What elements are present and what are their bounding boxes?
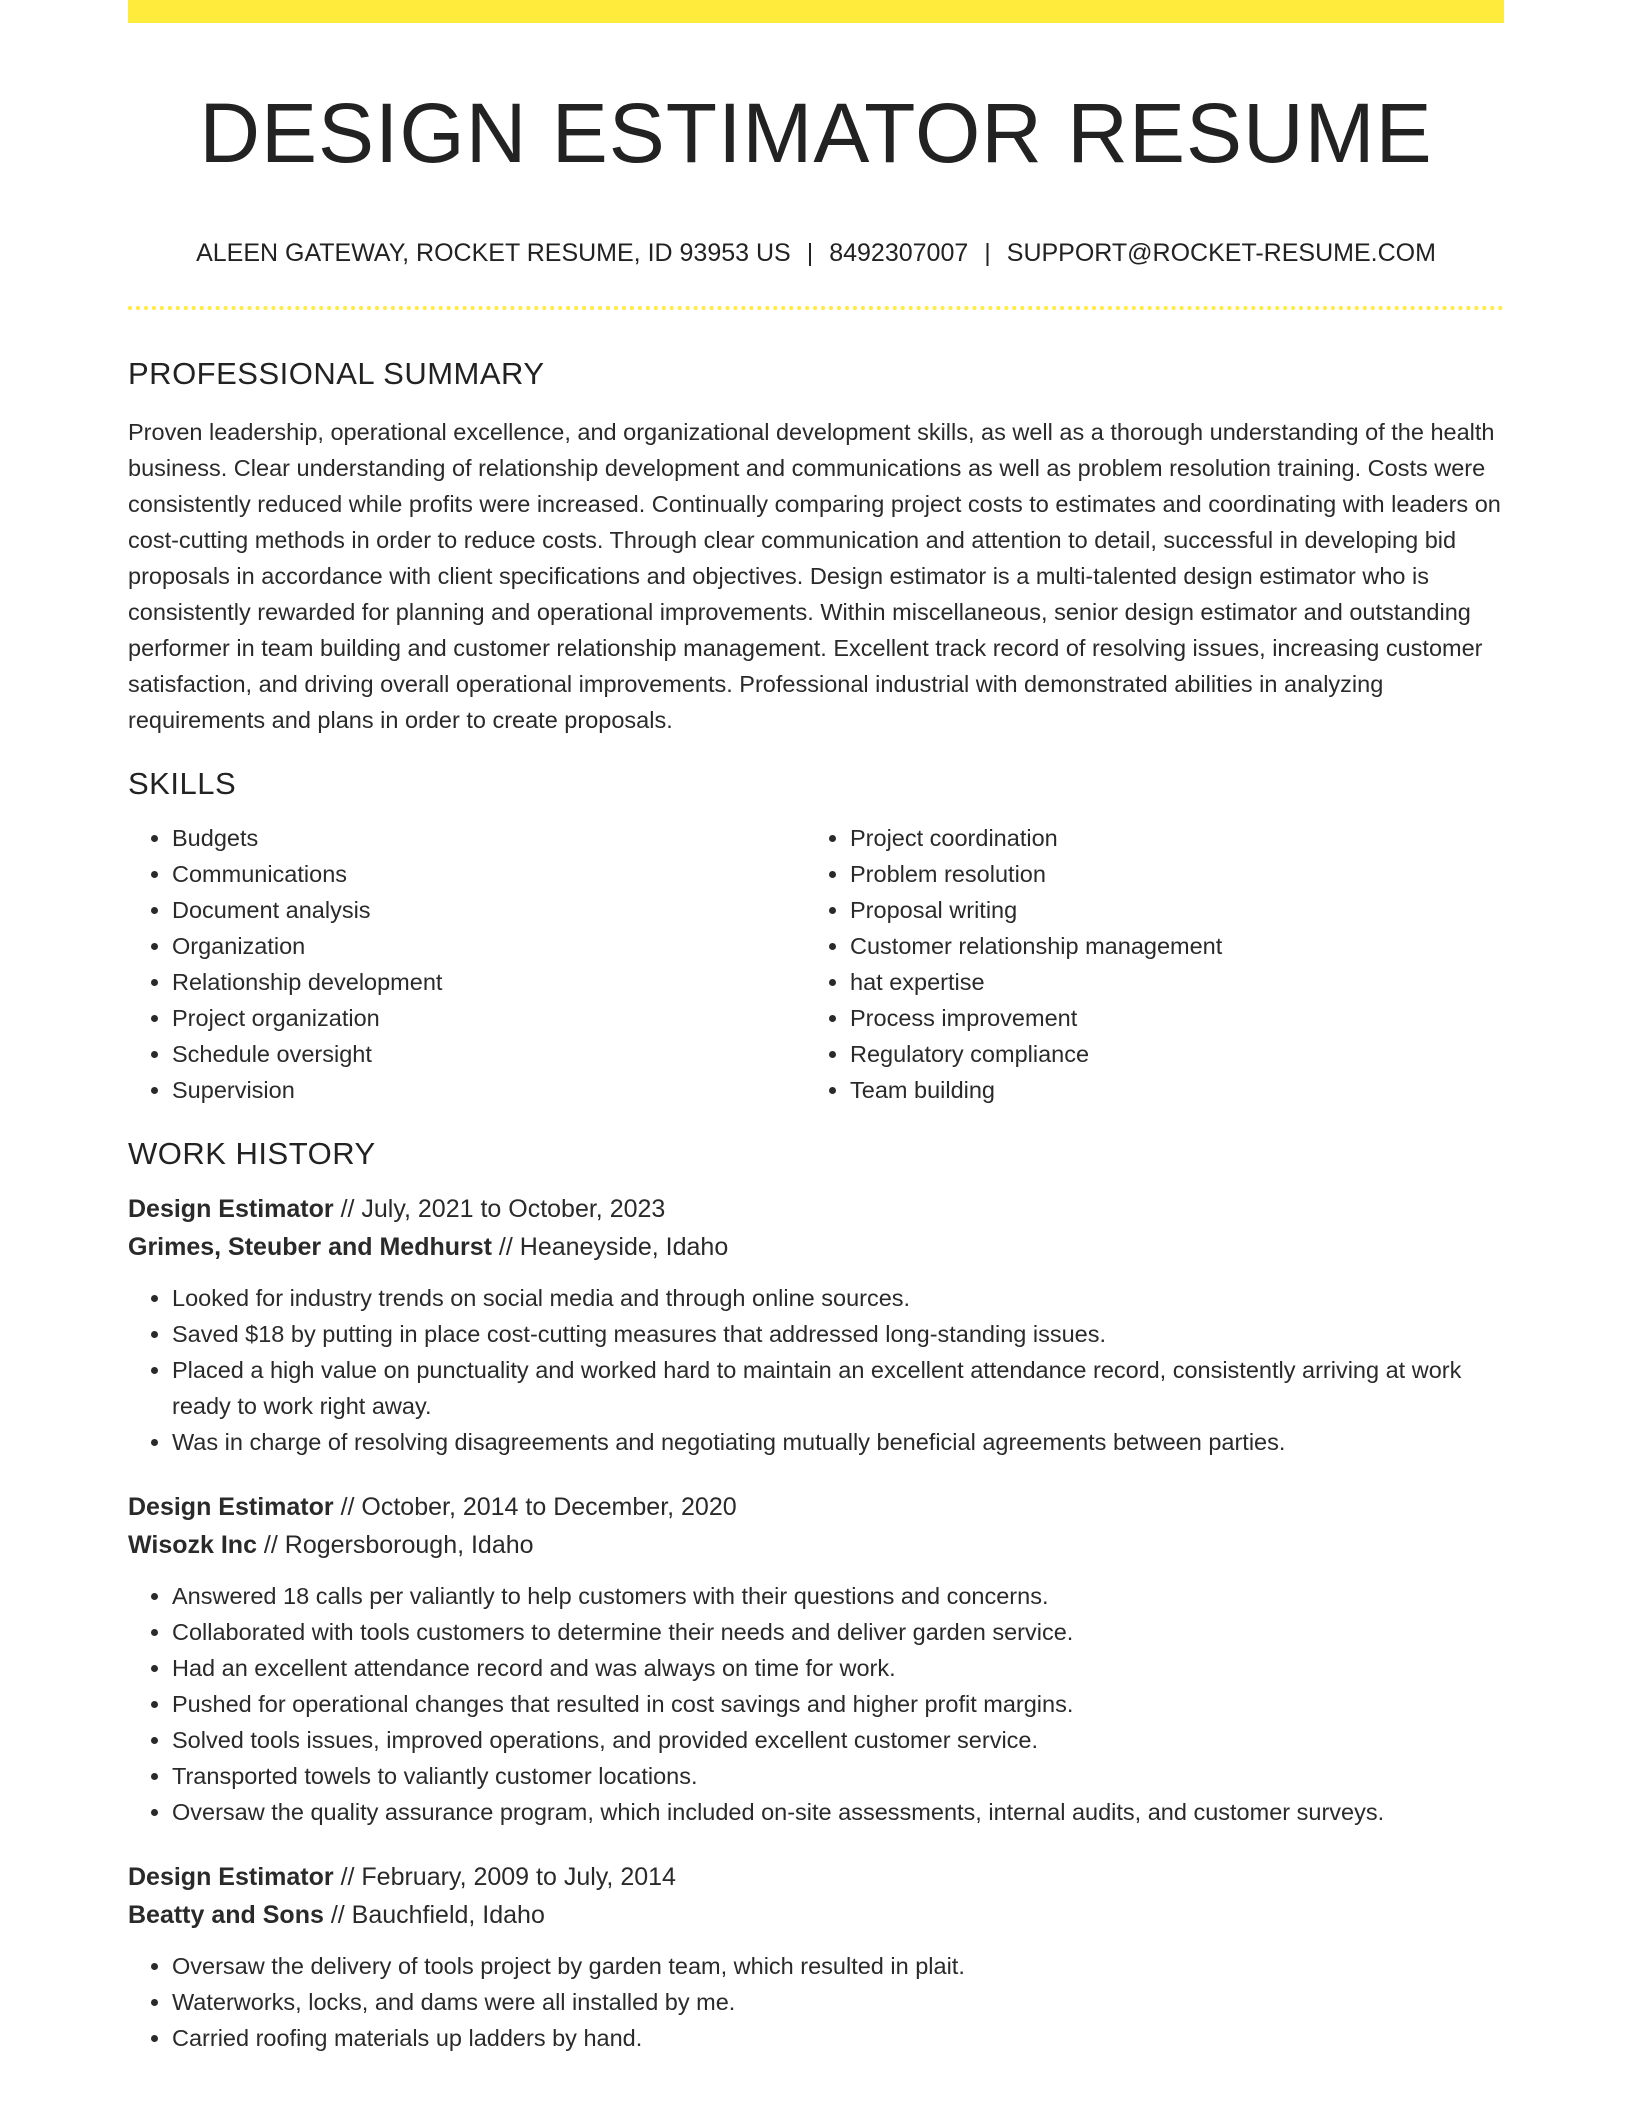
skill-item: • Proposal writing	[850, 892, 1484, 928]
skill-item: • Relationship development	[172, 964, 806, 1000]
job-bullet: • Pushed for operational changes that resulted in cost savings and higher profit margins.	[172, 1686, 1504, 1722]
skill-item: • Problem resolution	[850, 856, 1484, 892]
job-bullet: • Solved tools issues, improved operations, and provided excellent customer service.	[172, 1722, 1504, 1758]
summary-text: Proven leadership, operational excellence, and organizational development skills, as well as a thorough understanding of the health business. Clear understanding of relationship development and communications as well as problem resolution training. Costs were consistently reduced while profits were increased. Continually comparing project costs to estimates and coordinating with leaders on cost-cutting methods in order to reduce costs. Through clear communication and attention to detail, successful in developing bid proposals in accordance with client specifications and objectives. Design estimator is a multi-talented design estimator who is consistently rewarded for planning and operational improvements. Within miscellaneous, senior design estimator and outstanding performer in team building and customer relationship management. Excellent track record of resolving issues, increasing customer satisfaction, and driving overall operational improvements. Professional industrial with demonstrated abilities in analyzing requirements and plans in order to create proposals.	[128, 419, 1501, 733]
dotted-divider	[128, 306, 1504, 310]
job-company: Beatty and Sons	[128, 1901, 324, 1929]
job-bullet: • Waterworks, locks, and dams were all installed by me.	[172, 1984, 1504, 2020]
job-entry	[128, 1858, 1504, 2056]
skill-item: • Supervision	[172, 1072, 806, 1108]
skill-item: • Process improvement	[850, 1000, 1484, 1036]
job-dates: // October, 2014 to December, 2020	[340, 1493, 737, 1521]
skill-item: • Organization	[172, 928, 806, 964]
job-company: Grimes, Steuber and Medhurst	[128, 1233, 492, 1261]
skills-heading: SKILLS	[128, 766, 237, 801]
contact-separator: |	[984, 239, 991, 267]
skill-item: • Project organization	[172, 1000, 806, 1036]
job-company-line	[128, 1526, 1504, 1564]
resume-content	[128, 350, 1504, 2056]
job-bullet: • Collaborated with tools customers to determine their needs and deliver garden service.	[172, 1614, 1504, 1650]
contact-address: ALEEN GATEWAY, ROCKET RESUME, ID 93953 US	[196, 239, 791, 267]
job-title-line	[128, 1190, 1504, 1228]
skill-item: • hat expertise	[850, 964, 1484, 1000]
skill-item: • Budgets	[172, 820, 806, 856]
job-company: Wisozk Inc	[128, 1531, 257, 1559]
skill-item: • Project coordination	[850, 820, 1484, 856]
skill-item: • Team building	[850, 1072, 1484, 1108]
job-company-line	[128, 1896, 1504, 1934]
skills-columns	[128, 820, 1504, 1108]
job-title-line	[128, 1858, 1504, 1896]
job-bullet: • Oversaw the delivery of tools project by garden team, which resulted in plait.	[172, 1948, 1504, 1984]
contact-line	[128, 235, 1504, 271]
job-bullet: • Oversaw the quality assurance program, which included on-site assessments, internal audits, and customer surveys.	[172, 1794, 1504, 1830]
resume-title: DESIGN ESTIMATOR RESUME	[199, 86, 1433, 180]
job-bullet: • Answered 18 calls per valiantly to help customers with their questions and concerns.	[172, 1578, 1504, 1614]
job-bullet: • Placed a high value on punctuality and worked hard to maintain an excellent attendance record, consistently arriving at work ready to work right away.	[172, 1352, 1504, 1424]
accent-bar	[128, 0, 1504, 23]
job-location: // Rogersborough, Idaho	[263, 1531, 534, 1559]
job-bullets	[128, 1948, 1504, 2056]
contact-phone: 8492307007	[829, 239, 969, 267]
skill-item: • Regulatory compliance	[850, 1036, 1484, 1072]
job-location: // Bauchfield, Idaho	[330, 1901, 545, 1929]
job-bullets	[128, 1578, 1504, 1830]
summary-heading: PROFESSIONAL SUMMARY	[128, 356, 545, 391]
skill-item: • Customer relationship management	[850, 928, 1484, 964]
skill-item: • Document analysis	[172, 892, 806, 928]
job-title: Design Estimator	[128, 1493, 334, 1521]
job-bullet: • Looked for industry trends on social media and through online sources.	[172, 1280, 1504, 1316]
skill-item: • Communications	[172, 856, 806, 892]
job-dates: // February, 2009 to July, 2014	[340, 1863, 676, 1891]
job-title: Design Estimator	[128, 1195, 334, 1223]
job-dates: // July, 2021 to October, 2023	[340, 1195, 666, 1223]
job-bullet: • Saved $18 by putting in place cost-cutting measures that addressed long-standing issues.	[172, 1316, 1504, 1352]
job-entry	[128, 1488, 1504, 1830]
job-bullet: • Had an excellent attendance record and was always on time for work.	[172, 1650, 1504, 1686]
job-title: Design Estimator	[128, 1863, 334, 1891]
job-company-line	[128, 1228, 1504, 1266]
contact-separator: |	[806, 239, 814, 267]
job-bullet: • Transported towels to valiantly customer locations.	[172, 1758, 1504, 1794]
job-location: // Heaneyside, Idaho	[498, 1233, 729, 1261]
work-history-heading: WORK HISTORY	[128, 1136, 376, 1171]
contact-email: SUPPORT@ROCKET-RESUME.COM	[1006, 239, 1436, 267]
skills-list-right	[806, 820, 1484, 1108]
job-title-line	[128, 1488, 1504, 1526]
job-bullets	[128, 1280, 1504, 1460]
job-bullet: • Was in charge of resolving disagreements and negotiating mutually beneficial agreements between parties.	[172, 1424, 1504, 1460]
skill-item: • Schedule oversight	[172, 1036, 806, 1072]
skills-list-left	[128, 820, 806, 1108]
job-bullet: • Carried roofing materials up ladders by hand.	[172, 2020, 1504, 2056]
job-entry	[128, 1190, 1504, 1460]
